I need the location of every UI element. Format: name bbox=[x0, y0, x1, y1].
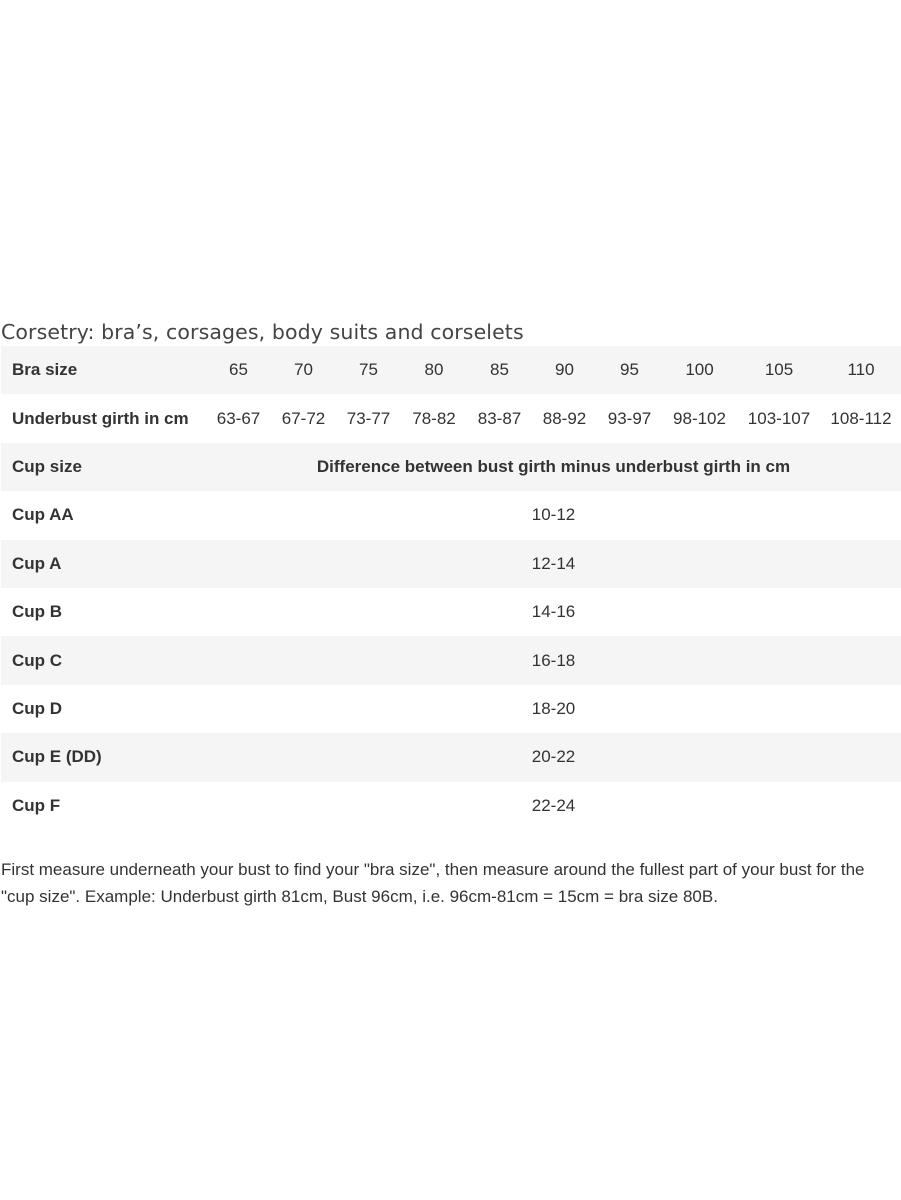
table-cell: 78-82 bbox=[412, 408, 456, 428]
table-cell: 10-12 bbox=[531, 505, 576, 525]
table-cell: 22-24 bbox=[531, 795, 576, 815]
page-title: Corsetry: bra’s, corsages, body suits and corselets bbox=[1, 320, 524, 344]
table-cell: 16-18 bbox=[206, 636, 901, 684]
table-cell: 108-112 bbox=[830, 408, 892, 428]
row-label: Cup C bbox=[1, 636, 206, 684]
table-cell: 110 bbox=[821, 346, 901, 394]
row-label: Cup AA bbox=[12, 505, 74, 525]
table-cell: 65 bbox=[206, 346, 271, 394]
table-cell: 88-92 bbox=[542, 408, 587, 428]
row-label: Cup B bbox=[12, 602, 63, 622]
cup-header-text: Difference between bust girth minus underbust girth in cm bbox=[206, 443, 901, 491]
table-row bbox=[1, 685, 901, 733]
table-cell: 75 bbox=[336, 346, 401, 394]
table-cell: 93-97 bbox=[607, 408, 652, 428]
table-cell: 95 bbox=[597, 346, 662, 394]
row-label: Cup D bbox=[12, 698, 63, 718]
row-label: Cup A bbox=[1, 540, 206, 588]
row-label: Bra size bbox=[1, 346, 206, 394]
table-row-underbust bbox=[1, 394, 901, 442]
table-row bbox=[1, 588, 901, 636]
table-cell: 67-72 bbox=[281, 408, 326, 428]
row-label: Cup E (DD) bbox=[1, 733, 206, 781]
size-table bbox=[1, 346, 901, 830]
table-cell: 14-16 bbox=[531, 602, 576, 622]
table-cell: 70 bbox=[271, 346, 336, 394]
table-cell: 18-20 bbox=[531, 698, 576, 718]
table-cell: 105 bbox=[737, 346, 821, 394]
table-cell: 83-87 bbox=[477, 408, 522, 428]
footnote: First measure underneath your bust to find your "bra size", then measure around the fullest part of your bust for the "cup size". Example: Underbust girth 81cm, Bust 96cm, i.e. 96cm-81cm = 15cm = bra size 80B. bbox=[1, 860, 865, 906]
table-row bbox=[1, 782, 901, 830]
row-label: Cup size bbox=[1, 443, 206, 491]
table-cell: 20-22 bbox=[206, 733, 901, 781]
table-cell: 98-102 bbox=[673, 408, 726, 428]
table-cell: 85 bbox=[467, 346, 532, 394]
table-cell: 103-107 bbox=[747, 408, 811, 428]
table-cell: 90 bbox=[532, 346, 597, 394]
row-label: Underbust girth in cm bbox=[12, 408, 189, 428]
table-row bbox=[1, 733, 901, 781]
table-row-bra-size bbox=[1, 346, 901, 394]
table-row-cup-header bbox=[1, 443, 901, 491]
table-cell: 73-77 bbox=[346, 408, 391, 428]
table-row bbox=[1, 491, 901, 539]
table-row bbox=[1, 636, 901, 684]
table-cell: 100 bbox=[662, 346, 737, 394]
table-cell: 63-67 bbox=[216, 408, 261, 428]
table-cell: 80 bbox=[401, 346, 467, 394]
table-cell: 12-14 bbox=[206, 540, 901, 588]
table-row bbox=[1, 540, 901, 588]
row-label: Cup F bbox=[12, 795, 61, 815]
